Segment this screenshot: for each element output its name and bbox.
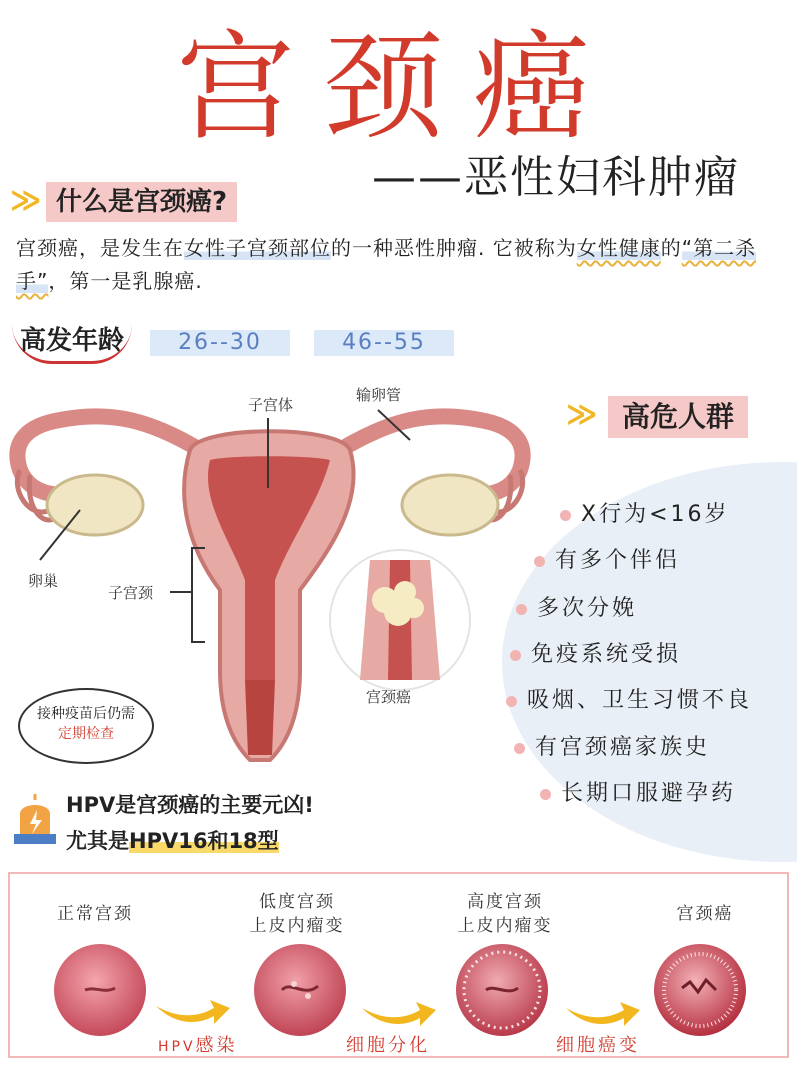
vaccine-reminder-bubble [18,688,154,764]
hpv-main-cause: HPV是宫颈癌的主要元凶! [66,793,314,817]
risk-item [516,594,637,624]
bubble-highlight: 定期检查 [58,726,114,742]
cervix-cancer-icon [650,940,750,1040]
label-cervix: 子宫颈 [108,584,154,602]
chevron-mark-icon: ≫ [10,183,42,218]
hpv-types-prefix: 尤其是 [66,829,129,853]
stage-label-line: 上皮内瘤变 [249,916,345,936]
intro-text: 宫颈癌，是发生在 [16,236,184,260]
risk-item-text: 多次分娩 [537,596,638,621]
page-subtitle: ——恶性妇科肿瘤 [372,152,740,203]
intro-highlight-cervix: 女性子宫颈部位 [184,236,331,260]
arrow-label-hpv-infection [158,1035,238,1058]
arrow-right-icon [358,996,438,1032]
arrow-label-cell-differentiation: 细胞分化 [346,1035,430,1056]
risk-item-text: 吸烟、卫生习惯不良 [527,688,753,713]
cervix-high-grade-icon [452,940,552,1040]
bullet-dot-icon [560,510,571,521]
risk-item-text: X行为<16岁 [581,502,730,527]
stage-label-cancer: 宫颈癌 [676,904,734,924]
intro-highlight-health: 女性健康 [576,236,661,260]
age-label: 高发年龄 [12,321,132,364]
section-heading-risk-group: 高危人群 [608,396,748,438]
arrow-label-text: 感染 [195,1035,238,1056]
chevron-mark-icon: ≫ [566,397,598,432]
arrow-label-prefix: HPV [158,1039,196,1055]
bullet-dot-icon [534,556,545,567]
section-heading-what-is: 什么是宫颈癌? [46,182,237,222]
risk-item [506,686,752,716]
intro-highlight-killer: “第二杀手” [16,236,757,293]
label-fallopian-tube: 输卵管 [356,386,402,404]
bullet-dot-icon [514,743,525,754]
risk-item [510,640,681,670]
stage-label-line: 高度宫颈 [467,892,543,912]
label-ovary: 卵巢 [28,572,59,590]
stage-label-line: 低度宫颈 [259,892,335,912]
stage-label-low-grade [232,890,362,938]
label-cervical-cancer: 宫颈癌 [366,688,412,706]
intro-text: 的 [660,236,682,260]
bullet-dot-icon [506,696,517,707]
arrow-label-cell-cancerization: 细胞癌变 [556,1035,640,1056]
page-title: 宫颈癌 [176,18,621,156]
bullet-dot-icon [516,604,527,615]
age-range-chip: 26--30 [150,330,290,356]
stage-label-line: 上皮内瘤变 [457,916,553,936]
stage-label-high-grade [440,890,570,938]
arrow-right-icon [152,994,232,1030]
age-range-chip: 46--55 [314,330,454,356]
intro-paragraph [16,232,786,298]
intro-text: 的一种恶性肿瘤. 它被称为 [331,236,577,260]
label-uterus-body: 子宫体 [248,396,294,414]
risk-item-text: 免疫系统受损 [531,642,682,667]
risk-item [534,546,680,576]
arrow-right-icon [562,996,642,1032]
alarm-light-icon [12,794,58,852]
hpv-types-highlight: HPV16和18型 [129,829,279,853]
risk-item [540,779,736,809]
risk-item [514,733,710,763]
hpv-types [66,826,279,856]
bullet-dot-icon [510,650,521,661]
bubble-text: 接种疫苗后仍需 [37,706,135,722]
intro-text: ，第一是乳腺癌. [48,269,203,293]
bullet-dot-icon [540,789,551,800]
risk-item-text: 有多个伴侣 [555,548,681,573]
risk-item [560,500,730,530]
cervix-normal-icon [50,940,150,1040]
risk-item-text: 有宫颈癌家族史 [535,735,711,760]
cervix-low-grade-icon [250,940,350,1040]
risk-item-text: 长期口服避孕药 [561,781,737,806]
stage-label-normal: 正常宫颈 [57,904,133,924]
